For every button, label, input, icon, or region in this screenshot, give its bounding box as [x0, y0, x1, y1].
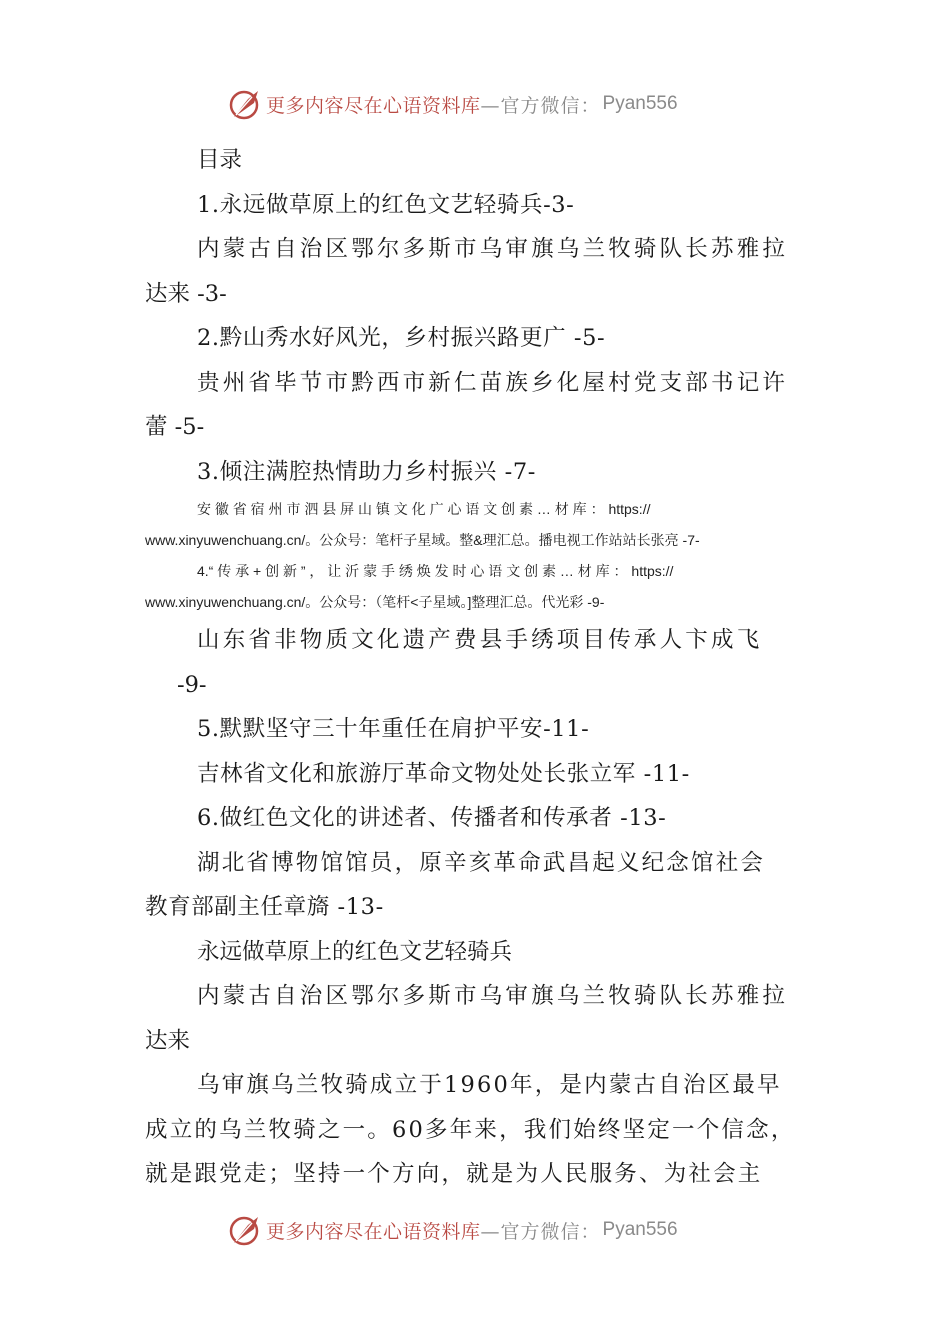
toc-entry-3: 3.倾注满腔热情助力乡村振兴 -7-: [197, 458, 536, 485]
toc-entry-3-person-cont: www.xinyuwenchuang.cn/。公众号：笔杆子星域。整&理汇总。播电视工作站站长张亮 -7-: [145, 532, 700, 548]
article-paragraph-line-3: 就是跟党走；坚持一个方向，就是为人民服务、为社会主: [145, 1161, 763, 1187]
banner-main-text: 更多内容尽在心语资料库: [266, 1220, 481, 1243]
toc-entry-4-page: -9-: [177, 671, 207, 698]
toc-entry-4-person: 山东省非物质文化遗产费县手绣项目传承人卞成飞: [197, 627, 763, 653]
banner-main-text: 更多内容尽在心语资料库: [266, 94, 481, 117]
toc-entry-2-person: 贵州省毕节市黔西市新仁苗族乡化屋村党支部书记许: [197, 369, 789, 396]
banner-wechat-id: Pyan556: [602, 93, 678, 114]
toc-entry-4: 4.“ 传 承 + 创 新 ” ， 让 沂 蒙 手 绣 焕 发 时 心 语 文 创 素 … 材 库 ： https://: [197, 563, 674, 579]
article-subtitle-cont: 达来: [145, 1027, 191, 1054]
toc-entry-3-person: 安 徽 省 宿 州 市 泗 县 屏 山 镇 文 化 广 心 语 文 创 素 … 材 库 ： https://: [197, 501, 651, 517]
toc-entry-5-person: 吉林省文化和旅游厅革命文物处处长张立军 -11-: [197, 760, 690, 787]
toc-entry-6-person-cont: 教育部副主任章旖 -13-: [145, 894, 384, 920]
article-subtitle: 内蒙古自治区鄂尔多斯市乌审旗乌兰牧骑队长苏雅拉: [197, 983, 789, 1009]
footer-watermark-banner: [228, 1210, 678, 1250]
toc-entry-2-person-cont: 蕾 -5-: [145, 414, 205, 440]
toc-entry-2: 2.黔山秀水好风光，乡村振兴路更广 -5-: [197, 325, 606, 351]
article-paragraph-line-1: 乌审旗乌兰牧骑成立于1960年，是内蒙古自治区最早: [197, 1072, 782, 1098]
toc-entry-5: 5.默默坚守三十年重任在肩护平安-11-: [197, 716, 590, 742]
toc-entry-6-person: 湖北省博物馆馆员，原辛亥革命武昌起义纪念馆社会: [197, 849, 766, 876]
toc-title: 目录: [197, 147, 243, 173]
header-watermark-banner: [228, 84, 678, 124]
banner-sub-text: —官方微信：: [480, 94, 601, 117]
toc-entry-1: 1.永远做草原上的红色文艺轻骑兵-3-: [197, 191, 575, 218]
article-title: 永远做草原上的红色文艺轻骑兵: [197, 938, 513, 965]
toc-entry-4-cont: www.xinyuwenchuang.cn/。公众号：（笔杆<子星域。]整理汇总。代光彩 -9-: [145, 594, 605, 610]
banner-wechat-id: Pyan556: [602, 1219, 678, 1240]
quill-pen-logo-icon: [228, 1213, 262, 1247]
toc-entry-1-person: 内蒙古自治区鄂尔多斯市乌审旗乌兰牧骑队长苏雅拉: [197, 236, 789, 262]
toc-entry-1-person-cont: 达来 -3-: [145, 280, 227, 307]
document-body: [145, 138, 807, 1197]
toc-entry-6: 6.做红色文化的讲述者、传播者和传承者 -13-: [197, 805, 667, 831]
quill-pen-logo-icon: [228, 87, 262, 121]
banner-sub-text: —官方微信：: [480, 1220, 601, 1243]
article-paragraph-line-2: 成立的乌兰牧骑之一。60多年来，我们始终坚定一个信念，: [145, 1116, 796, 1143]
